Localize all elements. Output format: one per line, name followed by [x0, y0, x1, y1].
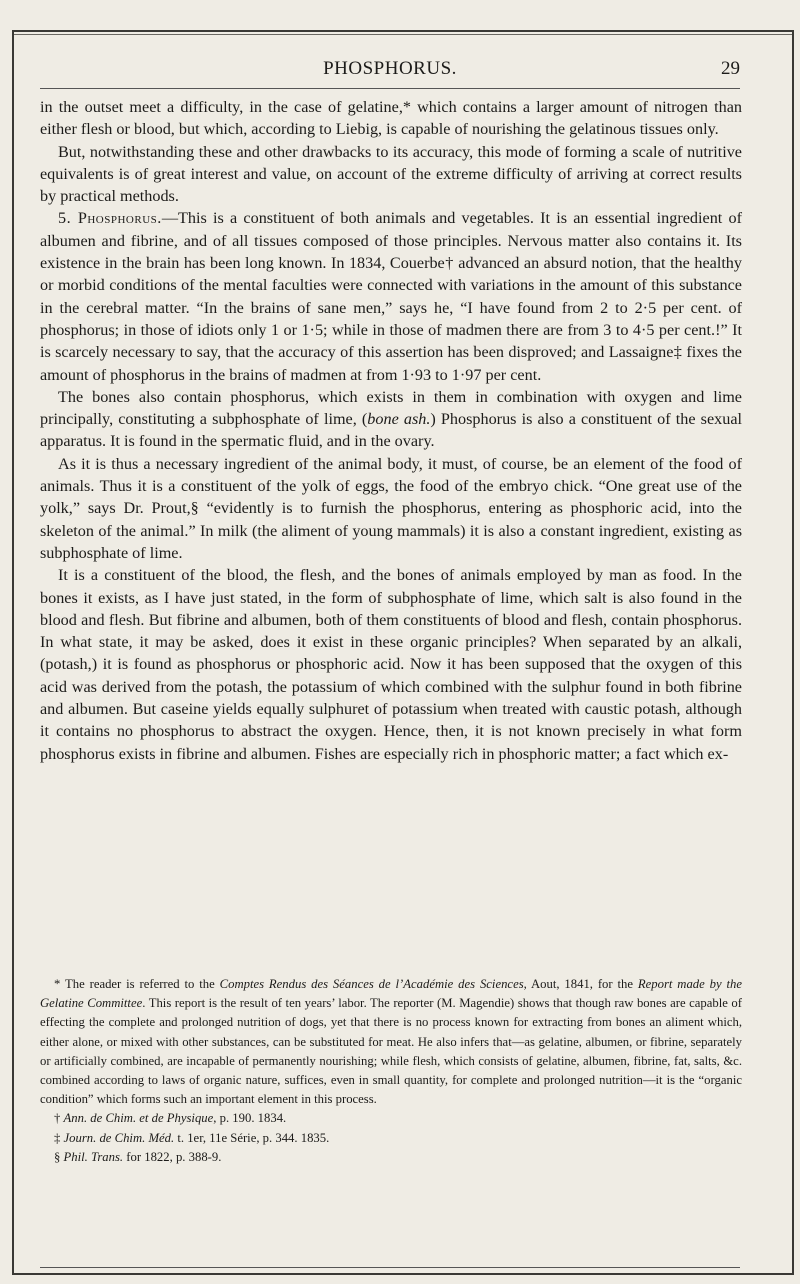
- footnote-mark: §: [54, 1149, 64, 1164]
- body-text: [40, 96, 742, 765]
- paragraph-blood: It is a constituent of the blood, the flesh, and the bones of animals employed by man as food. In the bones it exists, as I have just stated, in the form of subphosphate of lime, which salt is also found in the blood and flesh. But fibrine and albumen, both of them constituents of blood and flesh, contain phosphorus. In what state, it may be asked, does it exist in these organic principles? When separated by an alkali, (potash,) it is found as phosphorus or phosphoric acid. Now it has been supposed that the oxygen of this acid was derived from the potash, the potassium of which combined with the sulphur found in both fibrine and albumen. But caseine yields equally sulphuret of potassium when treated with caustic potash, although it contains no phosphorus to abstract the oxygen. Hence, then, it is not known precisely in what form phosphorus exists in fibrine and albumen. Fishes are especially rich in phosphoric matter; a fact which ex-: [40, 566, 742, 763]
- footnote-mark: ‡: [54, 1130, 64, 1145]
- paragraph-phosphorus-text: —This is a constituent of both animals and vegetables. It is an essential ingredient of albumen and fibrine, and of all tissues composed of those principles. Nervous matter also contains it. Its existence in the brain has been long known. In 1834, Couerbe† advanced an absurd notion, that the healthy or morbid conditions of the mental faculties were connected with variations in the amount of this substance in the cerebral matter. “In the brains of sane men,” says he, “I have found from 2 to 2·5 per cent. of phosphorus; in those of idiots only 1 or 1·5; while in those of madmen there are from 3 to 4·5 per cent.!” It is scarcely necessary to say, that the accuracy of this assertion has been disproved; and Lassaigne‡ fixes the amount of phosphorus in the brains of madmen at from 1·93 to 1·97 per cent.: [40, 209, 742, 384]
- footnote-citation: Ann. de Chim. et de Physique: [63, 1111, 214, 1126]
- footnote-section: [40, 1148, 742, 1167]
- page-border-bottom: [12, 1273, 792, 1275]
- footnote-text: , Aout, 1841, for the: [523, 977, 638, 991]
- footnote-double-dagger: [40, 1129, 742, 1148]
- footnote-text: for 1822, p. 388-9.: [123, 1149, 222, 1164]
- header-rule: [40, 88, 740, 89]
- running-header: [40, 58, 740, 82]
- page-number: 29: [721, 58, 740, 79]
- page-border-top: [12, 30, 792, 32]
- page-border-top-inner: [12, 34, 792, 35]
- footnote-citation: Journ. de Chim. Méd.: [63, 1130, 175, 1145]
- paragraph-bones-text-a: The bones also contain phosphorus, which exists in them in combination with oxygen and lime principally, constituting a subphosphate of lime, (: [40, 387, 742, 429]
- paragraph-phosphorus-intro: [40, 207, 742, 385]
- footnote-dagger: [40, 1109, 742, 1128]
- footnote-citation: Report made by the Gelatine Committee: [40, 977, 743, 1011]
- footnote-text: * The reader is referred to the: [54, 977, 220, 991]
- footnote-mark: †: [54, 1111, 64, 1126]
- paragraph-continuation: in the outset meet a difficulty, in the case of gelatine,* which contains a larger amount of nitrogen than either flesh or blood, but which, according to Liebig, is capable of nourishing the gelatinous tissues only.: [40, 98, 742, 139]
- page-border-right: [792, 30, 794, 1275]
- paragraph-bones: [40, 386, 742, 453]
- running-title: PHOSPHORUS.: [323, 58, 457, 79]
- paragraph-bones-italic: bone ash.: [367, 410, 431, 429]
- section-heading: 5. Phosphorus.: [58, 209, 162, 228]
- footnote-citation: Comptes Rendus des Séances de l’Académie des Sciences: [219, 977, 524, 991]
- footnote-text: t. 1er, 11e Série, p. 344. 1835.: [174, 1130, 330, 1145]
- page-border-left: [12, 30, 14, 1275]
- footnote-text: , p. 190. 1834.: [213, 1111, 287, 1126]
- footnote-text: . This report is the result of ten years’ labor. The reporter (M. Magendie) shows that though raw bones are capable of effecting the complete and prolonged nutrition of dogs, yet that there is no process known for extracting from bones an aliment which, either alone, or mixed with other substances, can be substituted for meat. He also infers that—as gelatine, albumen, or fibrine, separately or artificially combined, are incapable of permanently nourishing; while flesh, which consists of gelatine, albumen, fibrine, fat, salts, &c. combined according to laws of organic nature, suffices, even in small quantity, for complete and prolonged nutrition—it is the “organic condition” which forms such an important element in this process.: [40, 996, 742, 1107]
- footnote-citation: Phil. Trans.: [63, 1149, 124, 1164]
- paragraph-bones-text-b: ) Phosphorus is also a constituent of the sexual apparatus. It is found in the spermatic fluid, and in the ovary.: [40, 410, 743, 451]
- paragraph-food: As it is thus a necessary ingredient of the animal body, it must, of course, be an element of the food of animals. Thus it is a constituent of the yolk of eggs, the food of the embryo chick. “One great use of the yolk,” says Dr. Prout,§ “evidently is to furnish the phosphorus, entering as phosphoric acid, into the skeleton of the animal.” In milk (the aliment of young mammals) it is also a constant ingredient, existing as subphosphate of lime.: [40, 454, 742, 562]
- paragraph-drawbacks: But, notwithstanding these and other drawbacks to its accuracy, this mode of forming a scale of nutritive equivalents is of great interest and value, on account of the extreme difficulty of arriving at correct results by practical methods.: [40, 142, 742, 206]
- footnote-bottom-rule: [40, 1267, 740, 1268]
- footnotes: [40, 975, 742, 1167]
- footnote-gelatine: [40, 975, 742, 1109]
